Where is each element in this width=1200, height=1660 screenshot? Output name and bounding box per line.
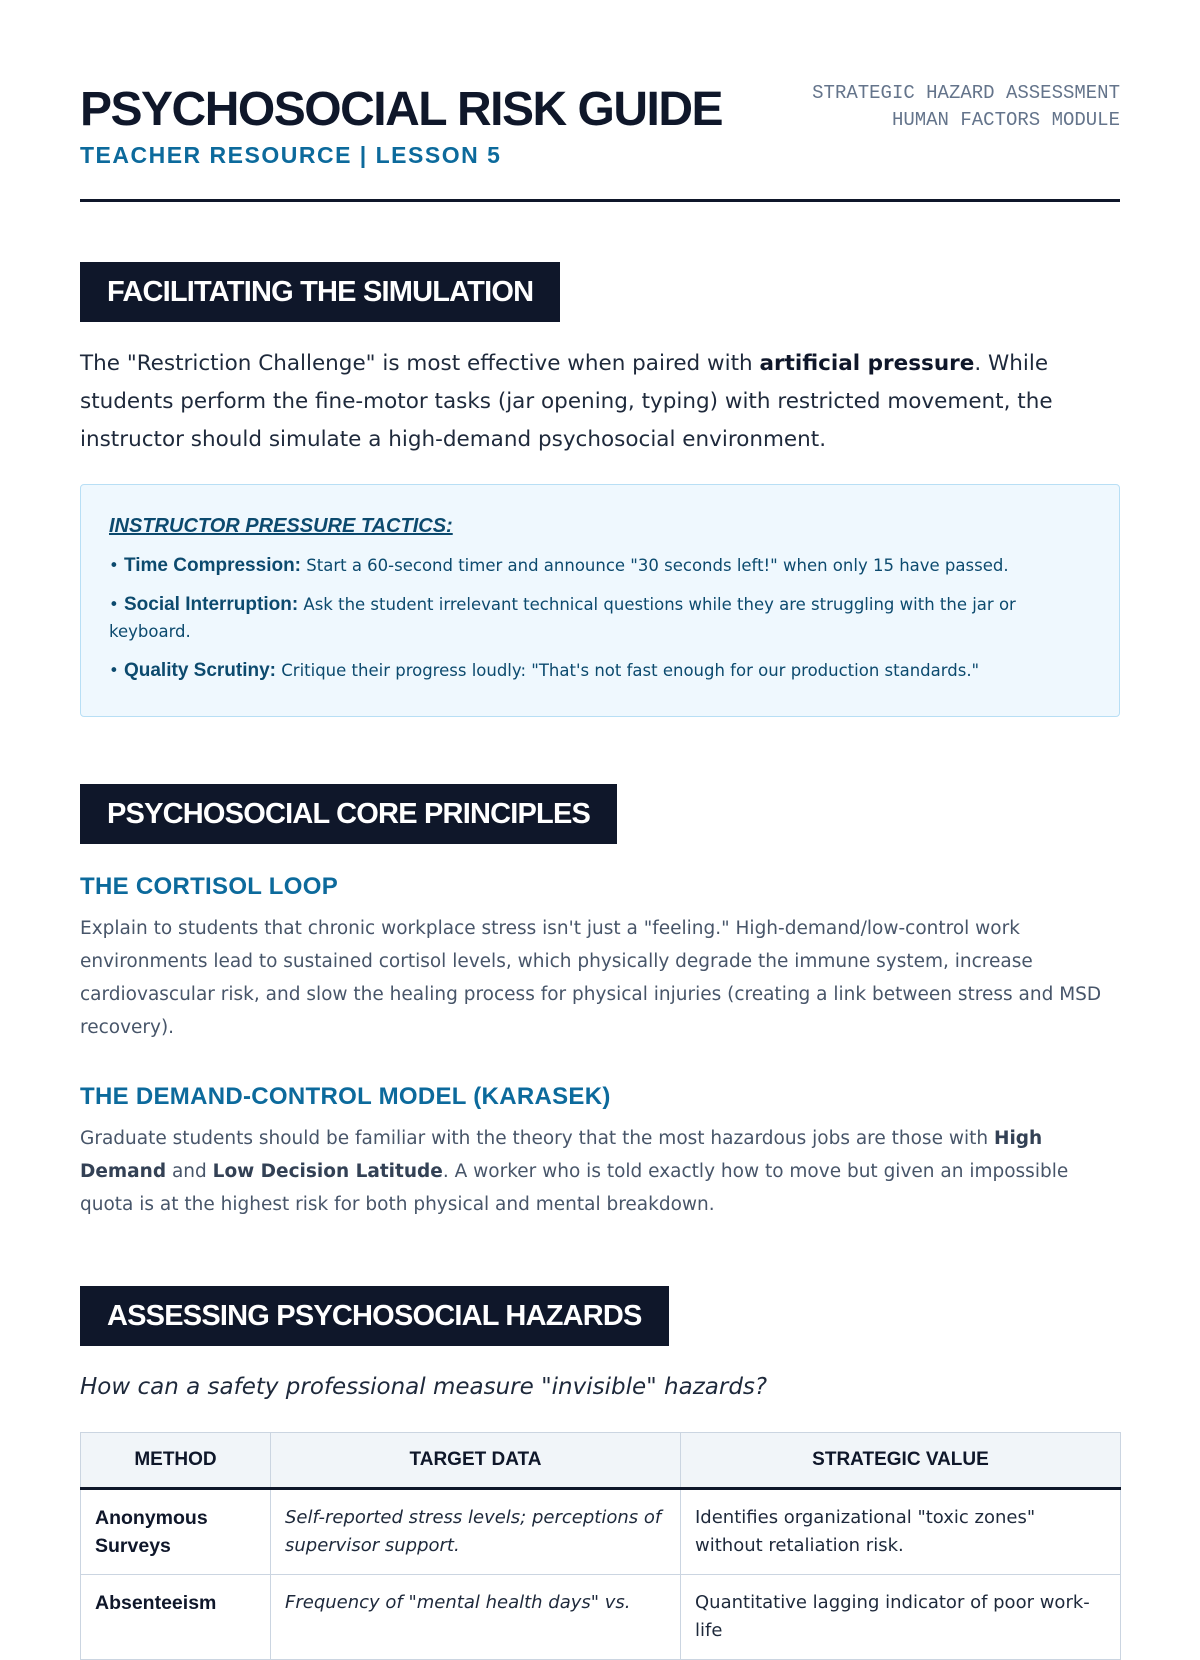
karasek-text-and: and: [166, 1161, 213, 1182]
tactic-item: [109, 657, 1091, 684]
intro-text-end: . While students perform the fine-motor tasks (jar opening, typing) with restricted movement, the instructor should simulate a high-demand psychosocial environment.: [80, 351, 1053, 452]
callout-title: INSTRUCTOR PRESSURE TACTICS:: [109, 515, 453, 537]
assessment-table: [80, 1432, 1120, 1660]
table-row: [81, 1575, 1121, 1660]
cell-method: Anonymous Surveys: [81, 1489, 271, 1575]
meta-line-module: HUMAN FACTORS MODULE: [891, 109, 1120, 131]
column-header-method: METHOD: [81, 1433, 271, 1489]
cell-target-data: Frequency of "mental health days" vs.: [271, 1575, 681, 1660]
cortisol-loop-text: Explain to students that chronic workplace stress isn't just a "feeling." High-demand/low-control work environments lead to sustained cortisol levels, which physically degrade the immune system, increase cardiovascular risk, and slow the healing process for physical injuries (creating a link between stress and MSD recovery).: [80, 918, 1102, 1038]
karasek-text-start: Graduate students should be familiar with the theory that the most hazardous jobs are those with: [80, 1128, 994, 1149]
section-heading-simulation: FACILITATING THE SIMULATION: [80, 262, 560, 322]
section-heading-principles: PSYCHOSOCIAL CORE PRINCIPLES: [80, 784, 617, 844]
tactic-label: Time Compression:: [123, 555, 302, 576]
tactic-text: Critique their progress loudly: "That's not fast enough for our production standards.": [276, 661, 980, 680]
table-row: [81, 1489, 1121, 1575]
page-title: PSYCHOSOCIAL RISK GUIDE: [80, 83, 723, 136]
module-meta: [812, 80, 1120, 134]
page-subtitle: TEACHER RESOURCE | LESSON 5: [80, 142, 502, 168]
cortisol-loop-heading: THE CORTISOL LOOP: [80, 873, 339, 900]
karasek-emphasis-latitude: Low Decision Latitude: [212, 1161, 443, 1182]
bullet: •: [109, 661, 124, 680]
karasek-emphasis-demand: High Demand: [80, 1128, 1043, 1182]
tactic-item: [109, 591, 1091, 645]
tactic-label: Social Interruption:: [123, 594, 299, 615]
pressure-tactics-callout: [80, 484, 1120, 717]
karasek-text-end: . A worker who is told exactly how to move but given an impossible quota is at the highest risk for both physical and mental breakdown.: [80, 1161, 1069, 1215]
column-header-strategic-value: STRATEGIC VALUE: [681, 1433, 1121, 1489]
column-header-target-data: TARGET DATA: [271, 1433, 681, 1489]
bullet: •: [109, 556, 124, 575]
guiding-question: How can a safety professional measure "invisible" hazards?: [80, 1374, 768, 1400]
document-header: [80, 80, 1120, 202]
tactic-item: [109, 552, 1091, 579]
tactic-label: Quality Scrutiny:: [123, 660, 277, 681]
intro-emphasis: artificial pressure: [759, 351, 975, 376]
cell-strategic-value: Quantitative lagging indicator of poor work-life: [681, 1575, 1121, 1660]
table-header-row: [81, 1433, 1121, 1489]
cell-strategic-value: Identifies organizational "toxic zones" without retaliation risk.: [681, 1489, 1121, 1575]
tactic-text: Start a 60-second timer and announce "30 seconds left!" when only 15 have passed.: [301, 556, 1009, 575]
karasek-text: [80, 1122, 1120, 1221]
cell-method: Absenteeism: [81, 1575, 271, 1660]
intro-text-start: The "Restriction Challenge" is most effective when paired with: [80, 351, 760, 376]
karasek-heading: THE DEMAND-CONTROL MODEL (KARASEK): [80, 1083, 611, 1110]
cell-target-data: Self-reported stress levels; perceptions of supervisor support.: [271, 1489, 681, 1575]
bullet: •: [109, 595, 124, 614]
simulation-intro: [80, 345, 1120, 459]
tactic-text: Ask the student irrelevant technical questions while they are struggling with the jar or keyboard.: [109, 595, 1016, 641]
meta-line-assessment: STRATEGIC HAZARD ASSESSMENT: [812, 82, 1120, 104]
section-heading-assessing: ASSESSING PSYCHOSOCIAL HAZARDS: [80, 1286, 669, 1346]
